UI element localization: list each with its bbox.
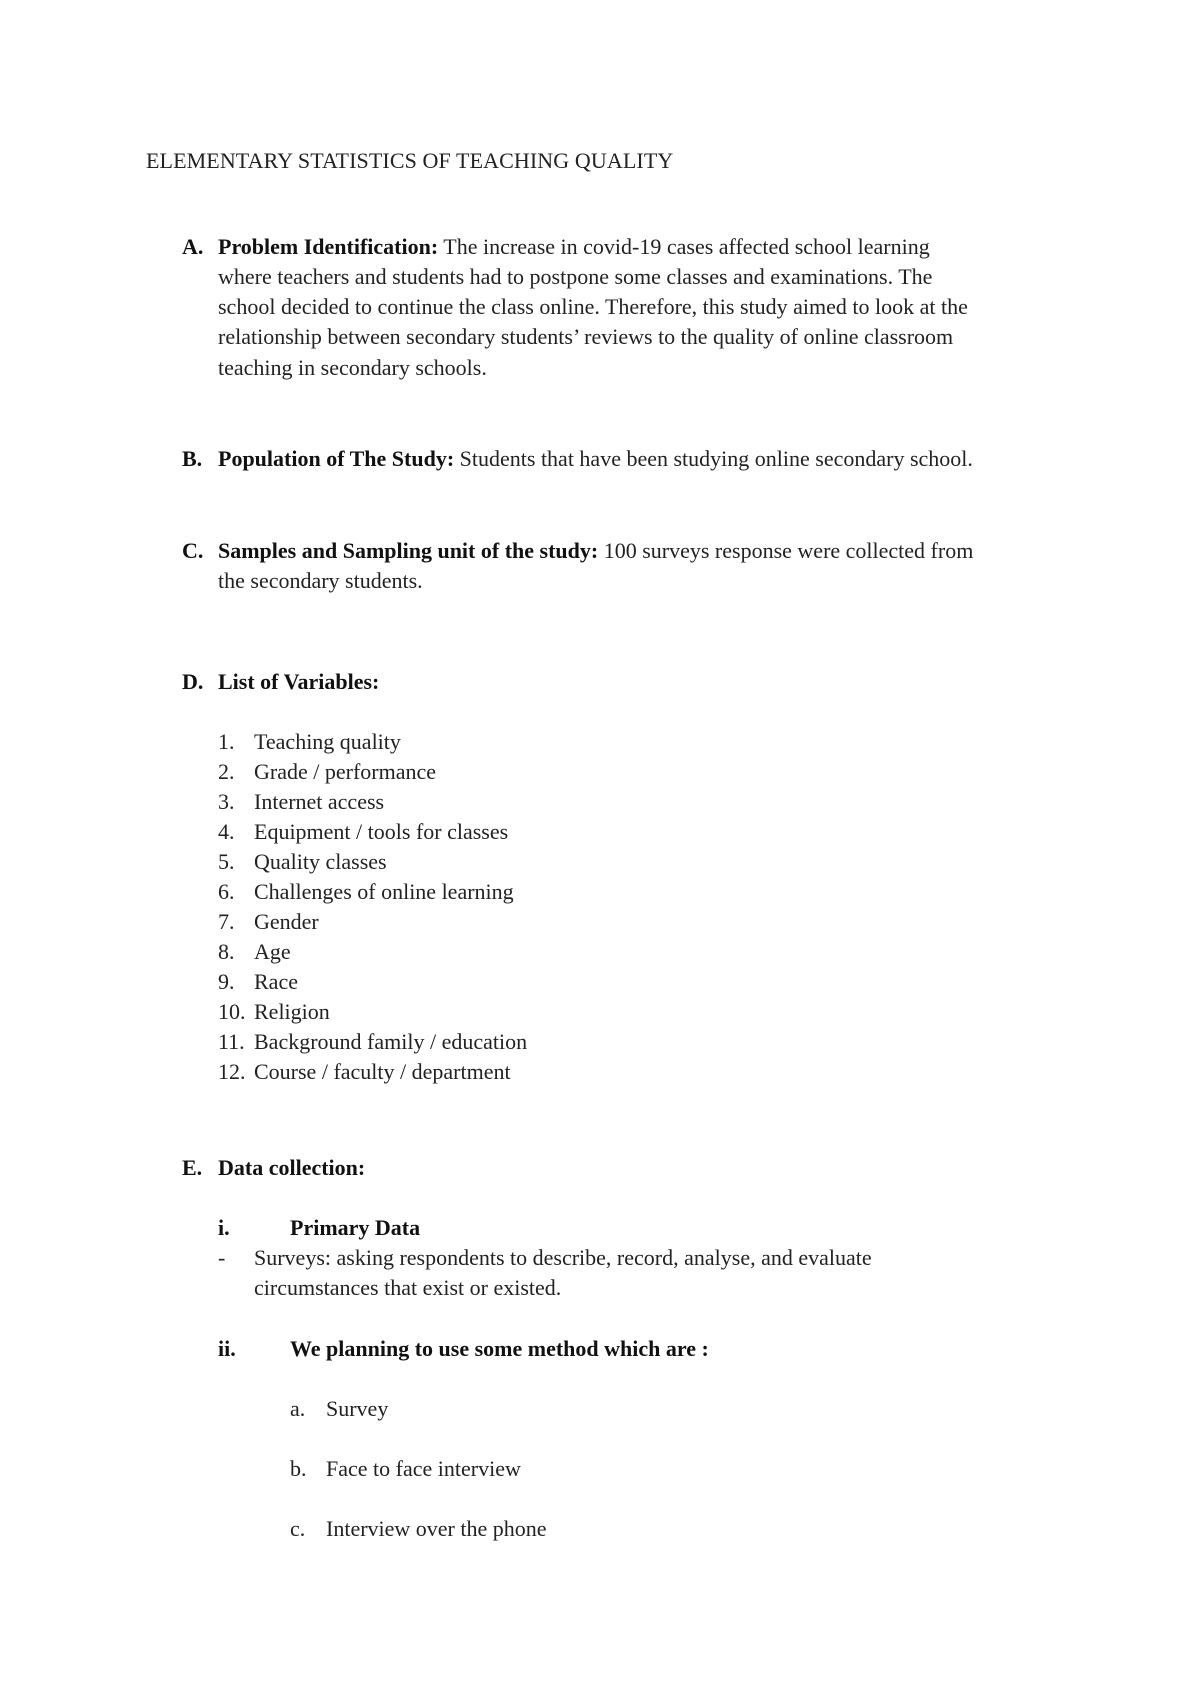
variable-label: Age	[254, 939, 291, 964]
method-letter: b.	[290, 1456, 307, 1481]
section-c-letter: C.	[182, 538, 204, 563]
variable-label: Teaching quality	[254, 729, 401, 754]
variable-number: 5.	[218, 849, 235, 874]
primary-data-numeral: i.	[218, 1215, 230, 1240]
variable-number: 2.	[218, 759, 235, 784]
variable-number: 8.	[218, 939, 235, 964]
methods-numeral: ii.	[218, 1336, 236, 1361]
primary-data-heading: Primary Data	[290, 1215, 421, 1240]
section-a-line: school decided to continue the class online. Therefore, this study aimed to look at the	[218, 294, 968, 319]
section-a-text-start: The increase in covid-19 cases affected school learning	[438, 234, 930, 259]
variable-number: 4.	[218, 819, 235, 844]
document-title: ELEMENTARY STATISTICS OF TEACHING QUALITY	[146, 148, 674, 173]
variable-label: Race	[254, 969, 298, 994]
variable-label: Equipment / tools for classes	[254, 819, 509, 844]
method-label: Survey	[326, 1396, 389, 1421]
variable-label: Grade / performance	[254, 759, 437, 784]
section-b-line	[218, 444, 973, 474]
variable-number: 11.	[218, 1029, 245, 1054]
method-letter: c.	[290, 1516, 306, 1541]
primary-data-line1: Surveys: asking respondents to describe, record, analyse, and evaluate	[254, 1245, 872, 1270]
section-a-line1	[218, 232, 930, 262]
section-c-text-start: 100 surveys response were collected from	[598, 538, 974, 563]
section-d-letter: D.	[182, 669, 204, 694]
section-a-letter: A.	[182, 234, 204, 259]
section-b-heading: Population of The Study:	[218, 446, 455, 471]
method-letter: a.	[290, 1396, 306, 1421]
variable-number: 7.	[218, 909, 235, 934]
variable-number: 1.	[218, 729, 235, 754]
section-a-line: teaching in secondary schools.	[218, 355, 487, 380]
variable-number: 3.	[218, 789, 235, 814]
methods-heading: We planning to use some method which are :	[290, 1336, 709, 1361]
section-b-letter: B.	[182, 446, 203, 471]
section-e-heading: Data collection:	[218, 1155, 366, 1180]
section-a-heading: Problem Identification:	[218, 234, 439, 259]
variable-number: 9.	[218, 969, 235, 994]
variable-label: Quality classes	[254, 849, 387, 874]
section-a-line: where teachers and students had to postpone some classes and examinations. The	[218, 264, 933, 289]
variable-label: Course / faculty / department	[254, 1059, 511, 1084]
section-c-line2: the secondary students.	[218, 568, 423, 593]
section-c-line1	[218, 536, 973, 566]
section-e-letter: E.	[182, 1155, 203, 1180]
method-label: Face to face interview	[326, 1456, 521, 1481]
section-c-heading: Samples and Sampling unit of the study:	[218, 538, 599, 563]
section-b-text: Students that have been studying online secondary school.	[454, 446, 973, 471]
variable-number: 6.	[218, 879, 235, 904]
section-a-line: relationship between secondary students’ reviews to the quality of online classroom	[218, 324, 954, 349]
section-d-heading: List of Variables:	[218, 669, 380, 694]
variable-number: 12.	[218, 1059, 246, 1084]
primary-data-line2: circumstances that exist or existed.	[254, 1275, 562, 1300]
variable-number: 10.	[218, 999, 246, 1024]
variable-label: Religion	[254, 999, 330, 1024]
variable-label: Internet access	[254, 789, 385, 814]
method-label: Interview over the phone	[326, 1516, 547, 1541]
variable-label: Challenges of online learning	[254, 879, 514, 904]
variable-label: Gender	[254, 909, 319, 934]
primary-data-bullet: -	[218, 1245, 226, 1270]
variable-label: Background family / education	[254, 1029, 528, 1054]
